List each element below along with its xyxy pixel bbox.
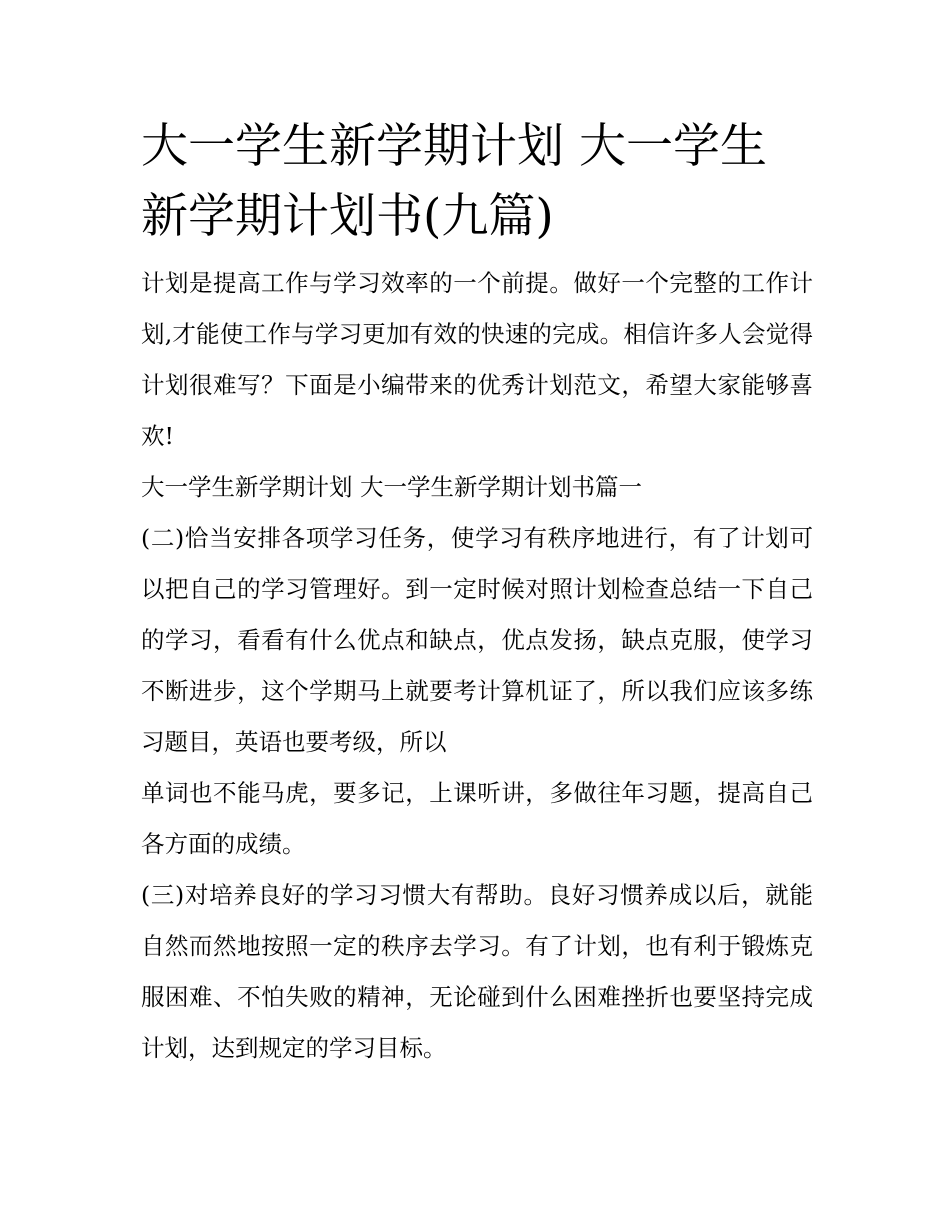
paragraph-two: (二)恰当安排各项学习任务，使学习有秩序地进行，有了计划可以把自己的学习管理好。到一定时候对照计划检查总结一下自己的学习，看看有什么优点和缺点，优点发扬，缺点克服，使学习不断进步，这个学期马上就要考计算机证了，所以我们应该多练习题目，英语也要考级，所以 xyxy=(141,524,813,756)
document-content xyxy=(141,112,813,1074)
paragraph-three: (三)对培养良好的学习习惯大有帮助。良好习惯养成以后，就能自然而然地按照一定的秩序去学习。有了计划，也有利于锻炼克服困难、不怕失败的精神，无论碰到什么困难挫折也要坚持完成计划，达到规定的学习目标。 xyxy=(141,881,813,1062)
paragraph-intro: 计划是提高工作与学习效率的一个前提。做好一个完整的工作计划,才能使工作与学习更加有效的快速的完成。相信许多人会觉得计划很难写？下面是小编带来的优秀计划范文，希望大家能够喜欢! xyxy=(141,269,813,450)
section-heading: 大一学生新学期计划 大一学生新学期计划书篇一 xyxy=(141,473,642,501)
paragraph-two-continued: 单词也不能马虎，要多记，上课听讲，多做往年习题，提高自己各方面的成绩。 xyxy=(141,779,813,858)
document-title: 大一学生新学期计划 大一学生新学期计划书(九篇) xyxy=(141,119,767,244)
